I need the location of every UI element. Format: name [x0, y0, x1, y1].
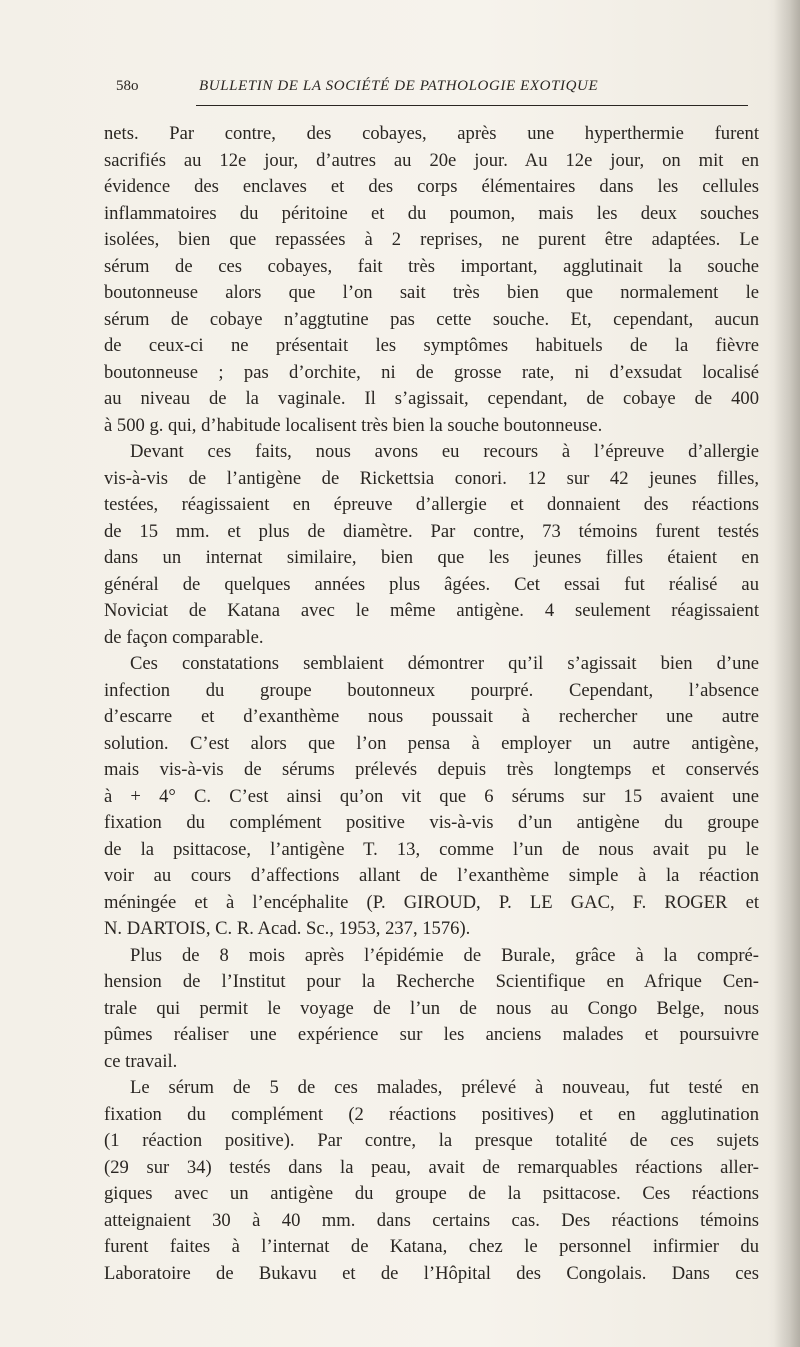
text-line: général de quelques années plus âgées. Cet essai fut réalisé au	[104, 573, 759, 595]
text-line: furent faites à l’internat de Katana, chez le personnel infirmier du	[104, 1236, 759, 1257]
text-line: d’escarre et d’exanthème nous poussait à rechercher une autre	[104, 706, 759, 727]
text-line: sérum de ces cobayes, fait très important, agglutinait la souche	[104, 255, 759, 277]
text-line: de ceux-ci ne présentait les symptômes habituels de la fièvre	[104, 335, 759, 356]
running-header	[116, 78, 748, 104]
text-line: mais vis-à-vis de sérums prélevés depuis très longtemps et conservés	[104, 759, 759, 780]
text-line: évidence des enclaves et des corps élémentaires dans les cellules	[104, 176, 759, 197]
text-line: pûmes réaliser une expérience sur les anciens malades et poursuivre	[104, 1024, 759, 1045]
running-title: BULLETIN DE LA SOCIÉTÉ DE PATHOLOGIE EXOTIQUE	[199, 78, 599, 94]
text-line: giques avec un antigène du groupe de la psittacose. Ces réactions	[104, 1183, 759, 1204]
text-line: isolées, bien que repassées à 2 reprises, ne purent être adaptées. Le	[104, 229, 759, 250]
text-line: de 15 mm. et plus de diamètre. Par contre, 73 témoins furent testés	[104, 520, 759, 542]
text-line: à + 4° C. C’est ainsi qu’on vit que 6 sérums sur 15 avaient une	[104, 785, 759, 807]
text-line: de la psittacose, l’antigène T. 13, comme l’un de nous avait pu le	[104, 838, 759, 860]
text-line: boutonneuse ; pas d’orchite, ni de grosse rate, ni d’exsudat localisé	[104, 361, 759, 383]
text-line: trale qui permit le voyage de l’un de nous au Congo Belge, nous	[104, 997, 759, 1019]
text-line: infection du groupe boutonneux pourpré. Cependant, l’absence	[104, 679, 759, 701]
text-line: Ces constatations semblaient démontrer qu’il s’agissait bien d’une	[130, 653, 759, 674]
text-line: dans un internat similaire, bien que les jeunes filles étaient en	[104, 547, 759, 568]
text-line: Le sérum de 5 de ces malades, prélevé à nouveau, fut testé en	[130, 1077, 759, 1098]
text-line: vis-à-vis de l’antigène de Rickettsia conori. 12 sur 42 jeunes filles,	[104, 467, 759, 489]
text-line: fixation du complément (2 réactions positives) et en agglutination	[104, 1103, 759, 1125]
text-line: méningée et à l’encéphalite (P. GIROUD, P. LE GAC, F. ROGER et	[104, 891, 759, 913]
body-text	[104, 121, 759, 1287]
text-line: (1 réaction positive). Par contre, la presque totalité de ces sujets	[104, 1130, 759, 1151]
header-rule	[196, 105, 748, 106]
text-line: N. DARTOIS, C. R. Acad. Sc., 1953, 237, 1576).	[104, 918, 471, 939]
text-line: ce travail.	[104, 1050, 178, 1072]
text-line: solution. C’est alors que l’on pensa à employer un autre antigène,	[104, 732, 759, 754]
text-line: Laboratoire de Bukavu et de l’Hôpital des Congolais. Dans ces	[104, 1262, 759, 1284]
text-line: à 500 g. qui, d’habitude localisent très bien la souche boutonneuse.	[104, 414, 603, 436]
text-line: Noviciat de Katana avec le même antigène. 4 seulement réagissaient	[104, 600, 759, 621]
text-line: Plus de 8 mois après l’épidémie de Burale, grâce à la compré-	[130, 944, 759, 966]
text-line: testées, réagissaient en épreuve d’allergie et donnaient des réactions	[104, 494, 759, 515]
page-edge-shadow	[774, 0, 800, 1347]
text-line: hension de l’Institut pour la Recherche Scientifique en Afrique Cen-	[104, 971, 759, 992]
text-line: inflammatoires du péritoine et du poumon, mais les deux souches	[104, 202, 759, 224]
text-line: atteignaient 30 à 40 mm. dans certains cas. Des réactions témoins	[104, 1209, 759, 1231]
text-line: fixation du complément positive vis-à-vis d’un antigène du groupe	[104, 812, 759, 833]
page-number: 58o	[116, 78, 139, 94]
text-line: boutonneuse alors que l’on sait très bien que normalement le	[104, 282, 759, 303]
text-line: (29 sur 34) testés dans la peau, avait de remarquables réactions aller-	[104, 1156, 759, 1178]
text-line: au niveau de la vaginale. Il s’agissait, cependant, de cobaye de 400	[104, 388, 759, 409]
text-line: sérum de cobaye n’aggtutine pas cette souche. Et, cependant, aucun	[104, 308, 759, 330]
text-line: nets. Par contre, des cobayes, après une hyperthermie furent	[104, 123, 759, 144]
text-line: voir au cours d’affections allant de l’exanthème simple à la réaction	[104, 865, 759, 886]
text-line: de façon comparable.	[104, 626, 264, 648]
text-line: sacrifiés au 12e jour, d’autres au 20e jour. Au 12e jour, on mit en	[104, 149, 759, 171]
text-line: Devant ces faits, nous avons eu recours à l’épreuve d’allergie	[130, 441, 759, 462]
